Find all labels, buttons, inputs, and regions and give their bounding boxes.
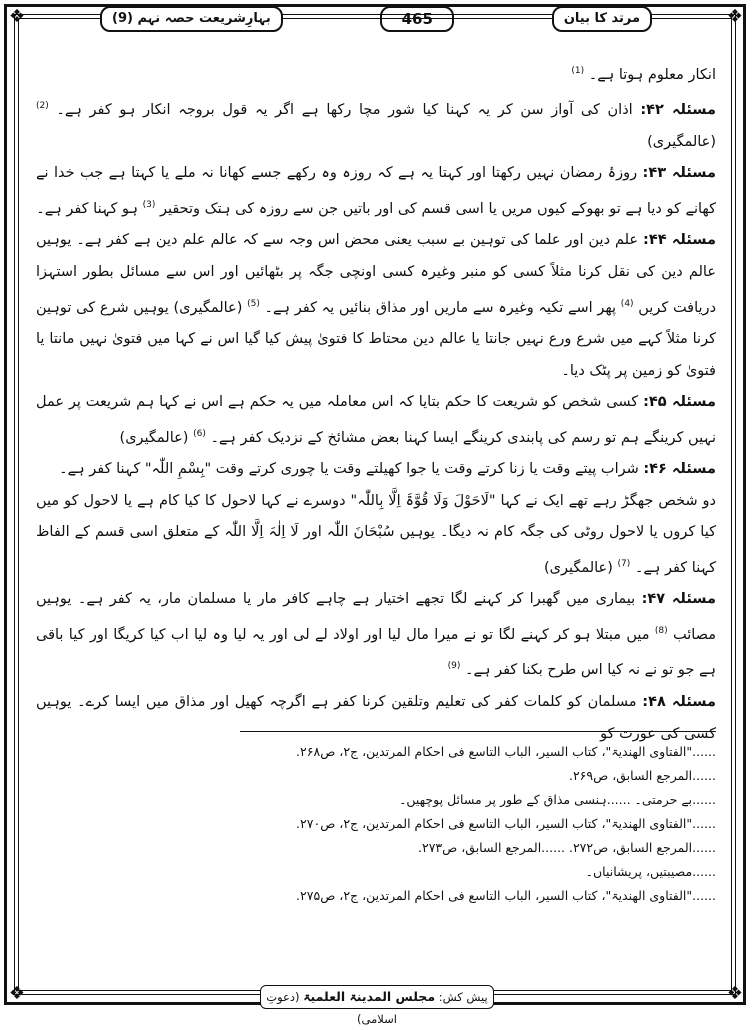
paragraph: مسئلہ ۴۵: کسی شخص کو شریعت کا حکم بتایا کہ اس معاملہ میں یہ حکم ہے اس نے کہا ہم شریعت پر عمل نہیں کرینگے ہم تو رسم کی پابندی کرینگے ایسا کہنا بعض مشائخ کے نزدیک کفر ہے۔ $^{(6)}$ (عالمگیری) [36,394,717,446]
paragraph: مسئلہ ۴۳: روزۂ رمضان نہیں رکھتا اور کہتا یہ ہے کہ روزہ وہ رکھے جسے کھانا نہ ملے یا کہتا ہے جب خدا نے کھانے کو دیا ہے تو بھوکے کیوں مریں یا اسی قسم کی اور باتیں جن سے روزہ کی ہتک وتحقیر $^{(3)}$ ہو کہنا کفر ہے۔ [36,165,716,217]
masla-label: مسئلہ ۴۸: [642,693,716,710]
paragraph: مسئلہ ۴۶: شراب پیتے وقت یا زنا کرتے وقت یا جوا کھیلتے وقت یا چوری کرتے وقت "بِسْمِ اللّٰہ" کہنا کفر ہے۔ [59,461,716,478]
footer-prefix: پیش کش: [438,990,488,1004]
page-header [100,6,652,32]
footnote: ......"الفتاوی الھندیۃ"، کتاب السیر، الباب التاسع فی احکام المرتدین، ج۲، ص۲۷۵. [296,888,716,903]
footnote-separator [240,731,716,732]
paragraph: مسئلہ ۴۸: مسلمان کو کلمات کفر کی تعلیم وتلقین کرنا کفر ہے اگرچہ کھیل اور مذاق میں ایسا کرے۔ یوہیں کسی کی عورت کو [36,693,716,742]
masla-label: مسئلہ ۴۵: [643,394,717,411]
masla-label: مسئلہ ۴۷: [641,591,716,608]
footnote: ......المرجع السابق، ص۲۷۲. ......المرجع السابق، ص۲۷۳. [418,840,716,855]
page-number: 465 [380,6,454,32]
masla-label: مسئلہ ۴۲: [640,102,717,119]
main-text [36,56,716,750]
corner-ornament-icon: ❖ [726,983,744,1004]
masla-label: مسئلہ ۴۴: [643,232,716,249]
masla-label: مسئلہ ۴۳: [642,165,716,182]
book-title: بہارِشریعت حصہ نہم (9) [100,6,283,32]
footnote: ......"الفتاوی الھندیۃ"، کتاب السیر، الباب التاسع فی احکام المرتدین، ج۲، ص۲۶۸. [296,744,716,759]
paragraph: مسئلہ ۴۲: اذان کی آواز سن کر یہ کہنا کیا شور مچا رکھا ہے اگر یہ قول بروجہ انکار ہو کفر ہے۔ $^{(2)}$ (عالمگیری) [36,101,717,150]
paragraph: مسئلہ ۴۴: علم دین اور علما کی توہین بے سبب یعنی محض اس وجہ سے کہ عالم علم دین ہے کفر ہے۔ یوہیں عالم دین کی نقل کرنا مثلاً کسی کو منبر وغیرہ کسی اونچی جگہ پر بٹھائیں اور اس سے مسائل بطور استہزا دریافت کریں $^{(4)}$ پھر اسے تکیہ وغیرہ سے ماریں اور مذاق بنائیں یہ کفر ہے۔ $^{(5)}$ (عالمگیری) یوہیں شرع کی توہین کرنا مثلاً کہے میں شرع ورع نہیں جانتا یا عالم دین محتاط کا فتویٰ پیش کیا گیا اس نے کہا میں فتویٰ نہیں مانتا یا فتویٰ کو زمین پر پٹک دیا۔ [36,232,717,379]
paragraph: دو شخص جھگڑ رہے تھے ایک نے کہا "لَاحَوْلَ وَلَا قُوَّۃَ اِلَّا بِاللّٰہ" دوسرے نے کہا لاحول کا کیا کام ہے یا لاحول کو میں کیا کروں یا لاحول روٹی کی جگہ کام نہ دیگا۔ یوہیں سُبْحَانَ اللّٰہ اور لَا اِلٰہَ اِلَّا اللّٰہ کے متعلق اسی قسم کے الفاظ کہنا کفر ہے۔ $^{(7)}$ (عالمگیری) [36,492,716,576]
footnote: ......"الفتاوی الھندیۃ"، کتاب السیر، الباب التاسع فی احکام المرتدین، ج۲، ص۲۷۰. [296,816,716,831]
footnote: ......المرجع السابق، ص۲۶۹. [568,768,716,783]
footnote: ......بے حرمتی۔ ......ہنسی مذاق کے طور پر مسائل پوچھیں۔ [399,792,716,807]
corner-ornament-icon: ❖ [8,983,26,1004]
corner-ornament-icon: ❖ [8,6,26,27]
footnote: ......مصیبتیں، پریشانیاں۔ [585,864,716,879]
publisher-name: مجلس المدینۃ العلمیۃ [303,989,436,1004]
masla-label: مسئلہ ۴۶: [643,461,716,478]
footnotes [36,740,716,908]
corner-ornament-icon: ❖ [726,6,744,27]
paragraph: انکار معلوم ہوتا ہے۔ $^{(1)}$ [571,66,716,83]
paragraph: مسئلہ ۴۷: بیماری میں گھبرا کر کہنے لگا تجھے اختیار ہے چاہے کافر مار یا مسلمان مار، یہ کفر ہے۔ یوہیں مصائب $^{(8)}$ میں مبتلا ہو کر کہنے لگا تو نے میرا مال لیا اور اولاد لے لی اور یہ لیا وہ لیا اب کیا کریگا اور کیا باقی ہے جو تو نے نہ کیا اس طرح بکنا کفر ہے۔ $^{(9)}$ [36,591,717,679]
footer-suffix: (دعوتِ اسلامی) [266,990,397,1026]
chapter-title: مرتد کا بیان [552,6,652,32]
page-footer [260,985,494,1026]
